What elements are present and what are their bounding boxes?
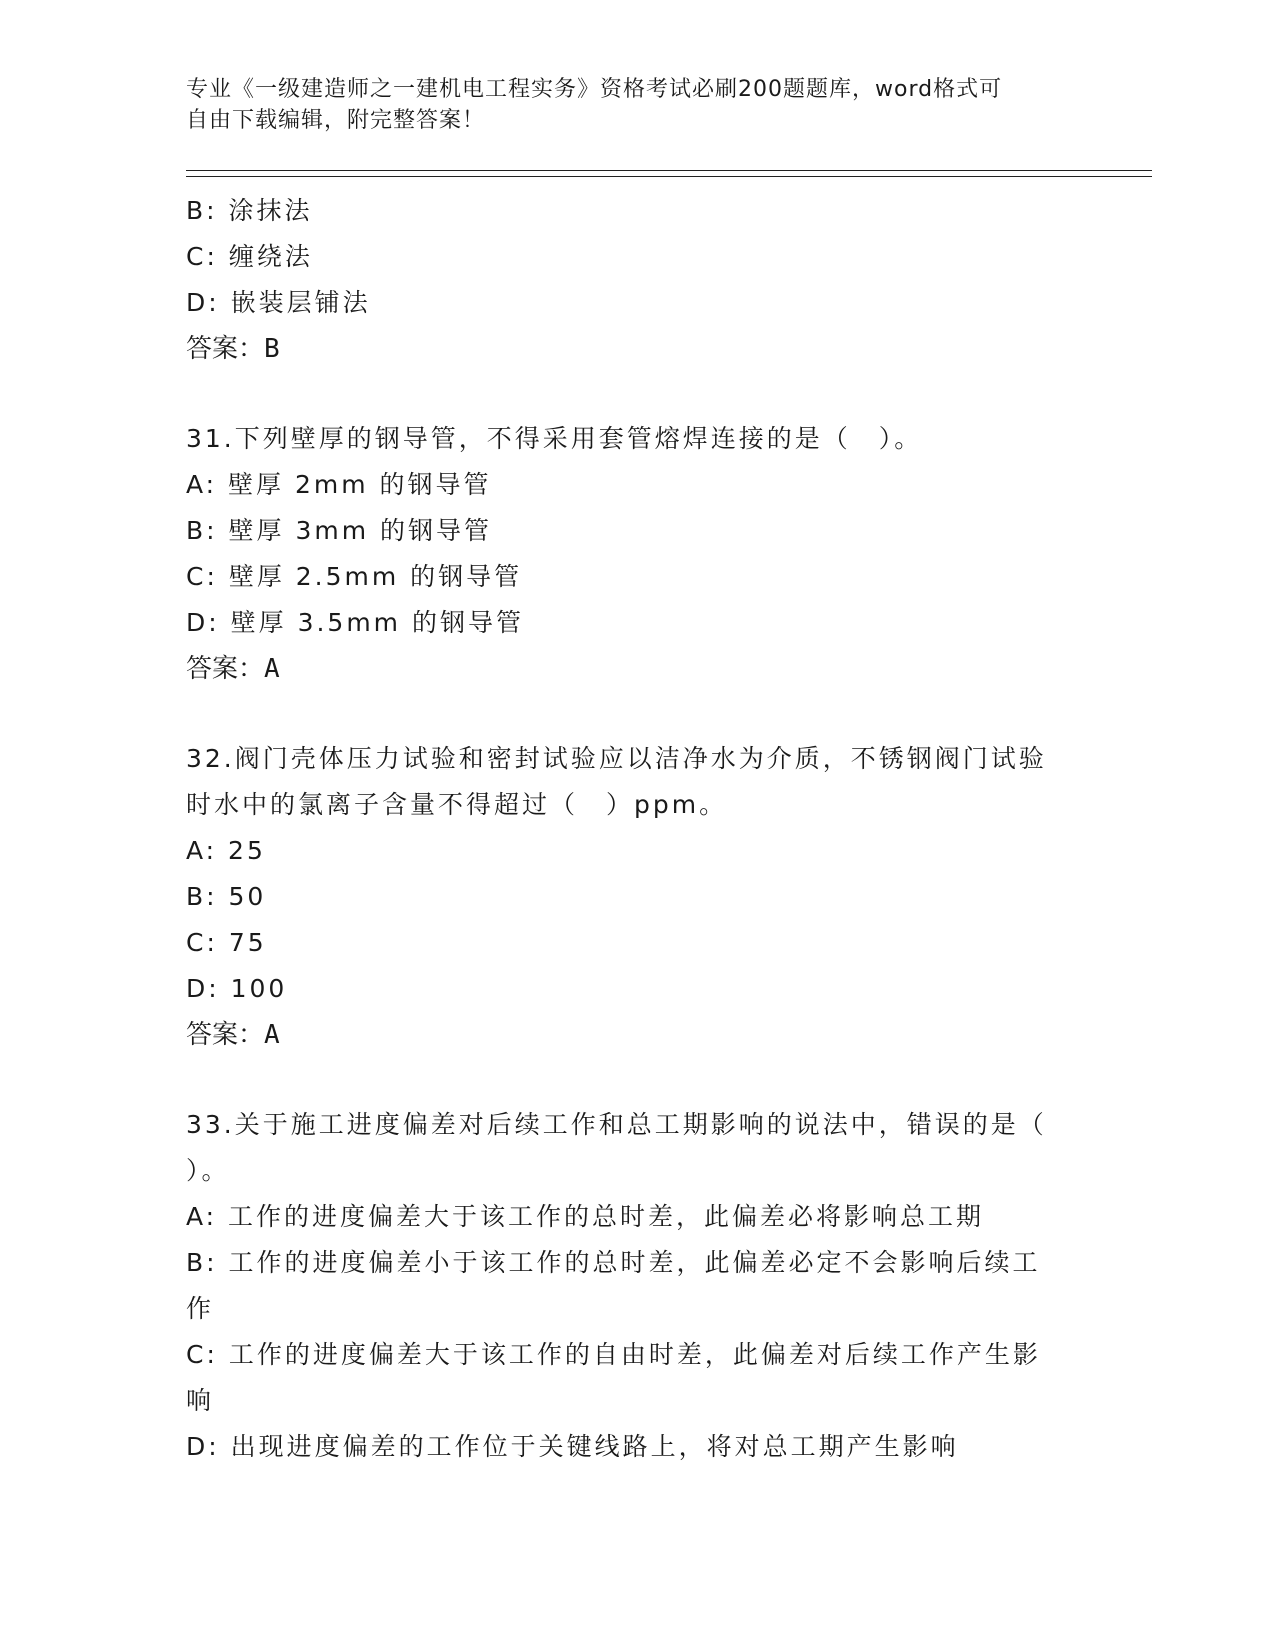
option-a: A: 工作的进度偏差大于该工作的总时差，此偏差必将影响总工期 (186, 1202, 985, 1231)
question-stem-line-1: 33.关于施工进度偏差对后续工作和总工期影响的说法中，错误的是（ (186, 1110, 1047, 1139)
header-rule-bottom (186, 176, 1152, 177)
option-c-line-1: C: 工作的进度偏差大于该工作的自由时差，此偏差对后续工作产生影 (186, 1340, 1041, 1369)
question-stem-line-2: ）。 (186, 1156, 230, 1185)
question-30-tail (186, 188, 1086, 372)
header-rule-top (186, 170, 1152, 171)
answer-label: 答案：A (186, 1020, 280, 1050)
question-list (186, 188, 1086, 1470)
option-b: B: 50 (186, 882, 267, 911)
option-b: B: 壁厚 3mm 的钢导管 (186, 516, 493, 545)
option-b-line-1: B: 工作的进度偏差小于该工作的总时差，此偏差必定不会影响后续工 (186, 1248, 1041, 1277)
option-b: B: 涂抹法 (186, 196, 313, 225)
question-31 (186, 416, 1086, 692)
answer-label: 答案：A (186, 654, 280, 684)
document-header (186, 74, 1066, 136)
answer-label: 答案：B (186, 334, 280, 364)
option-b-line-2: 作 (186, 1294, 215, 1323)
header-line-2: 自由下载编辑，附完整答案！ (186, 108, 486, 133)
option-c: C: 75 (186, 928, 267, 957)
option-d: D: 100 (186, 974, 288, 1003)
question-stem-line-2: 时水中的氯离子含量不得超过（ ）ppm。 (186, 790, 728, 819)
option-c-line-2: 响 (186, 1386, 215, 1415)
option-c: C: 壁厚 2.5mm 的钢导管 (186, 562, 523, 591)
option-a: A: 25 (186, 836, 266, 865)
option-d: D: 嵌装层铺法 (186, 288, 371, 317)
option-d: D: 壁厚 3.5mm 的钢导管 (186, 608, 524, 637)
option-c: C: 缠绕法 (186, 242, 313, 271)
question-33 (186, 1102, 1086, 1470)
question-stem: 31.下列壁厚的钢导管，不得采用套管熔焊连接的是（ ）。 (186, 424, 923, 453)
question-stem-line-1: 32.阀门壳体压力试验和密封试验应以洁净水为介质，不锈钢阀门试验 (186, 744, 1047, 773)
option-a: A: 壁厚 2mm 的钢导管 (186, 470, 492, 499)
question-32 (186, 736, 1086, 1058)
option-d: D: 出现进度偏差的工作位于关键线路上，将对总工期产生影响 (186, 1432, 959, 1461)
header-line-1: 专业《一级建造师之一建机电工程实务》资格考试必刷200题题库，word格式可 (186, 77, 1003, 102)
